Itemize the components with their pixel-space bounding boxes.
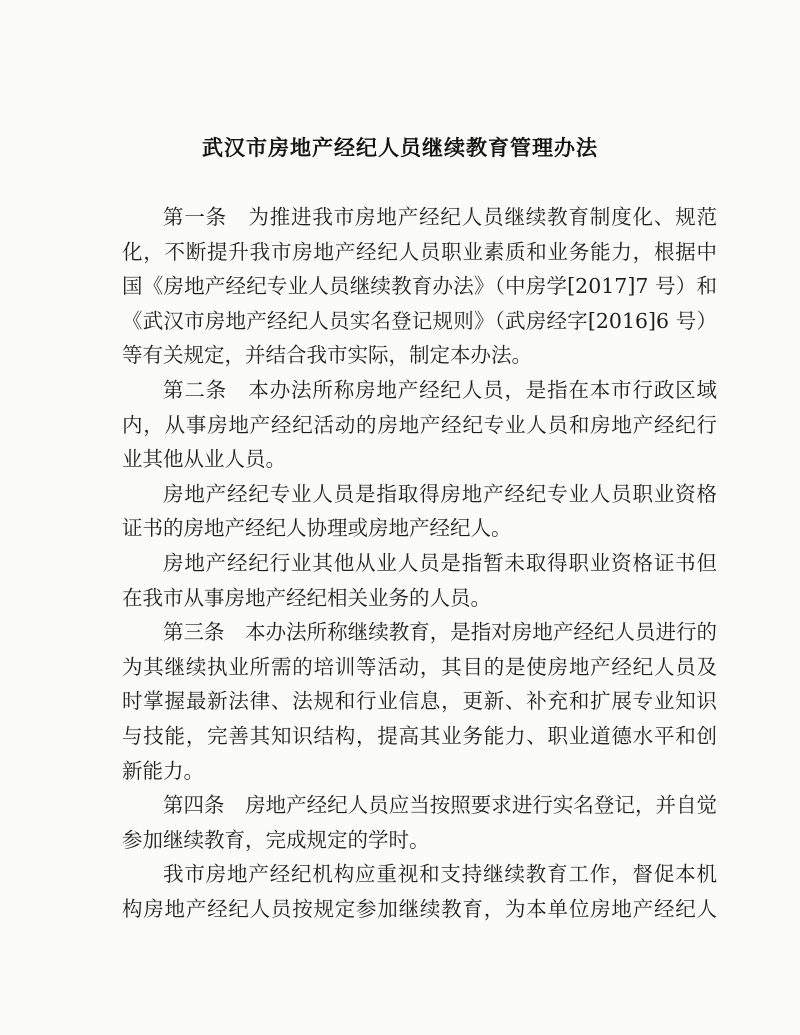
text-line: 等有关规定，并结合我市实际，制定本办法。: [122, 343, 532, 368]
text-line: 我市房地产经纪机构应重视和支持继续教育工作，督促本机: [163, 862, 717, 887]
paragraph-article-1: [122, 200, 717, 373]
text-line: 为其继续执业所需的培训等活动，其目的是使房地产经纪人员及: [122, 654, 717, 679]
document-title: 武汉市房地产经纪人员继续教育管理办法: [202, 136, 598, 160]
text-line: 时掌握最新法律、法规和行业信息，更新、补充和扩展专业知识: [122, 689, 717, 714]
paragraph-agency-duty: [122, 857, 717, 926]
document-body: [122, 200, 717, 926]
text-line: 新能力。: [122, 758, 204, 783]
text-line: 第四条 房地产经纪人员应当按照要求进行实名登记，并自觉: [163, 793, 717, 818]
text-line: 证书的房地产经纪人协理或房地产经纪人。: [122, 516, 512, 541]
text-line: 房地产经纪专业人员是指取得房地产经纪专业人员职业资格: [163, 481, 717, 506]
paragraph-other-staff-definition: [122, 546, 717, 615]
text-line: 参加继续教育，完成规定的学时。: [122, 827, 430, 852]
text-line: 第二条 本办法所称房地产经纪人员，是指在本市行政区域: [163, 377, 717, 402]
paragraph-professional-definition: [122, 477, 717, 546]
text-line: 构房地产经纪人员按规定参加继续教育，为本单位房地产经纪人: [122, 896, 717, 921]
text-line: 房地产经纪行业其他从业人员是指暂未取得职业资格证书但: [163, 550, 717, 575]
text-line: 内，从事房地产经纪活动的房地产经纪专业人员和房地产经纪行: [122, 412, 717, 437]
text-line: 在我市从事房地产经纪相关业务的人员。: [122, 585, 491, 610]
text-line: 业其他从业人员。: [122, 447, 286, 472]
text-line: 第三条 本办法所称继续教育，是指对房地产经纪人员进行的: [163, 620, 717, 645]
text-line: 与技能，完善其知识结构，提高其业务能力、职业道德水平和创: [122, 723, 717, 748]
paragraph-article-3: [122, 615, 717, 788]
text-line: 国《房地产经纪专业人员继续教育办法》（中房学[2017]7 号）和: [122, 274, 717, 299]
paragraph-article-4: [122, 788, 717, 857]
text-line: 化，不断提升我市房地产经纪人员职业素质和业务能力，根据中: [122, 239, 717, 264]
text-line: 第一条 为推进我市房地产经纪人员继续教育制度化、规范: [163, 205, 717, 229]
text-line: 《武汉市房地产经纪人员实名登记规则》（武房经字[2016]6 号）: [122, 308, 717, 333]
paragraph-article-2: [122, 373, 717, 477]
